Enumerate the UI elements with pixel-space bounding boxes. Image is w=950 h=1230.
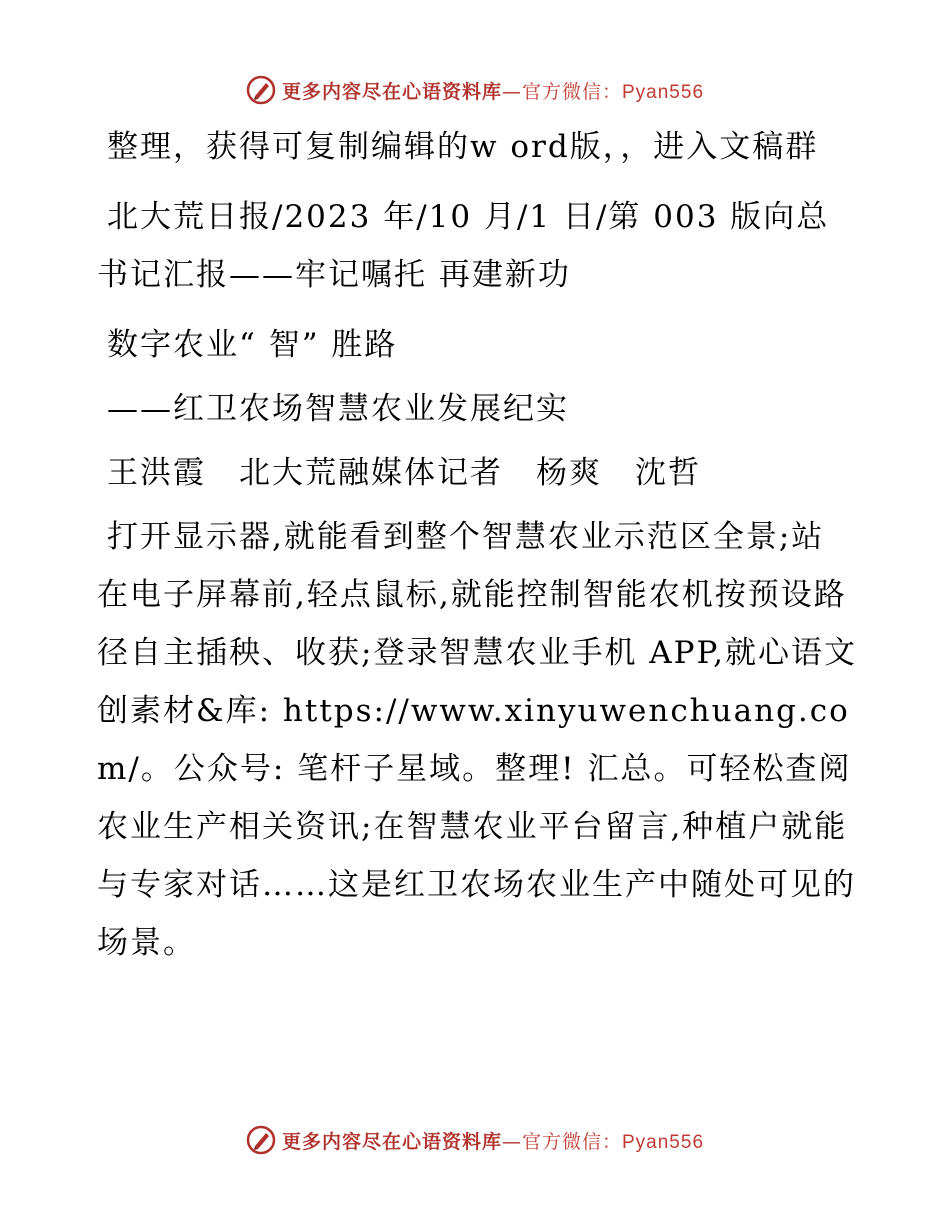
paragraph-body: 打开显示器,就能看到整个智慧农业示范区全景;站在电子屏幕前,轻点鼠标,就能控制智能农机按预设路径自主插秧、收获;登录智慧农业手机 APP,就心语文创素材&库: https://www.xinyuwenchuang.com/。公众号: 笔杆子星域。整理! 汇总。可轻松查阅农业生产相关资讯;在智慧农业平台留言,种植户就能与专家对话……这是红卫农场农业生产中随处可见的场景。 (97, 519, 857, 961)
article-byline: 王洪霞 北大荒融媒体记者 杨爽 沈哲 (107, 455, 701, 491)
footer-watermark-banner (0, 1120, 950, 1160)
pen-logo-icon (246, 75, 276, 105)
document-body (97, 118, 857, 984)
banner-separator: — (501, 1130, 522, 1153)
banner-wechat-label: 官方微信： (521, 80, 622, 103)
banner-separator: — (501, 80, 522, 103)
banner-main-text: 更多内容尽在心语资料库 (281, 1130, 502, 1153)
banner-wechat-id: Pyan556 (622, 1131, 705, 1153)
article-title: 数字农业“ 智” 胜路 (107, 327, 398, 363)
banner-text (282, 77, 704, 104)
paragraph-source: 北大荒日报/2023 年/10 月/1 日/第 003 版向总书记汇报——牢记嘱托 再建新功 (97, 199, 830, 293)
banner-wechat-id: Pyan556 (622, 81, 705, 103)
article-subtitle: ——红卫农场智慧农业发展纪实 (107, 391, 569, 427)
banner-wechat-label: 官方微信： (521, 1130, 622, 1153)
header-watermark-banner (0, 70, 950, 110)
paragraph-intro: 整理，获得可复制编辑的w ord版，，进入文稿群 (107, 129, 819, 165)
banner-text (282, 1127, 704, 1154)
pen-logo-icon (246, 1125, 276, 1155)
banner-main-text: 更多内容尽在心语资料库 (281, 80, 502, 103)
